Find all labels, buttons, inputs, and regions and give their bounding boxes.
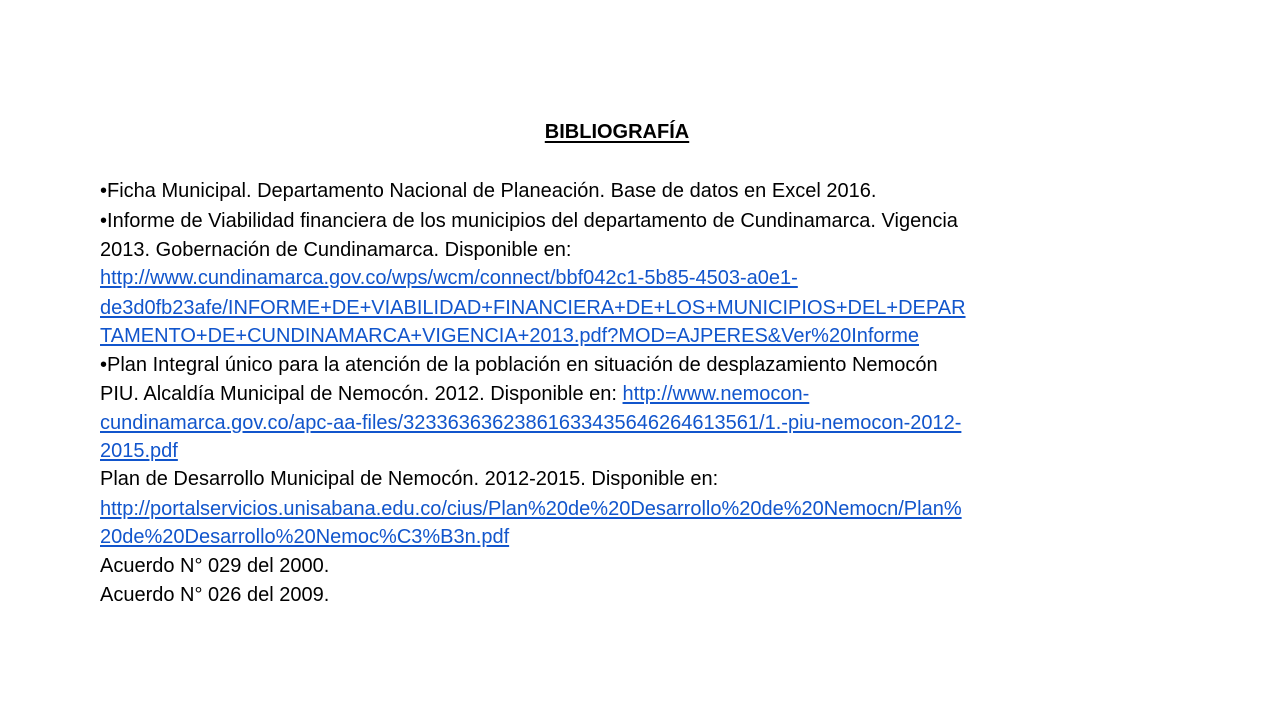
plan-desarrollo-link-line [100, 524, 1140, 550]
bullet: • [100, 354, 108, 376]
informe-link[interactable]: TAMENTO+DE+CUNDINAMARCA+VIGENCIA+2013.pdf?MOD=AJPERES&Ver%20Informe [100, 325, 919, 347]
entry-text: Acuerdo N° 029 del 2000. [100, 555, 330, 577]
plan-desarrollo-link[interactable]: http://portalservicios.unisabana.edu.co/cius/Plan%20de%20Desarrollo%20de%20Nemocn/Plan% [100, 498, 962, 520]
entry-text: Plan de Desarrollo Municipal de Nemocón. 2012-2015. Disponible en: [100, 468, 719, 490]
entry-text: Acuerdo N° 026 del 2009. [100, 584, 330, 606]
bibliography-entry-acuerdo-026 [100, 582, 1140, 608]
bullet: • [100, 210, 108, 232]
bibliography-entry-informe [100, 208, 1140, 234]
informe-link-line [100, 295, 1140, 321]
informe-link-line [100, 323, 1140, 349]
informe-link[interactable]: http://www.cundinamarca.gov.co/wps/wcm/connect/bbf042c1-5b85-4503-a0e1- [100, 267, 798, 289]
bullet: • [100, 180, 108, 202]
bibliography-entry-plan-desarrollo [100, 466, 1140, 492]
bibliography-entry-informe-cont [100, 237, 1140, 263]
informe-link-line [100, 265, 1140, 291]
plan-desarrollo-link[interactable]: 20de%20Desarrollo%20Nemoc%C3%B3n.pdf [100, 526, 510, 548]
entry-text: Ficha Municipal. Departamento Nacional de Planeación. Base de datos en Excel 2016. [107, 180, 877, 202]
piu-link-line [100, 410, 1140, 436]
piu-link[interactable]: cundinamarca.gov.co/apc-aa-files/32336363623861633435646264613561/1.-piu-nemocon-2012- [100, 412, 962, 434]
piu-link-line [100, 438, 1140, 464]
piu-link[interactable]: 2015.pdf [100, 440, 178, 462]
informe-link[interactable]: de3d0fb23afe/INFORME+DE+VIABILIDAD+FINANCIERA+DE+LOS+MUNICIPIOS+DEL+DEPAR [100, 297, 966, 319]
page-title: BIBLIOGRAFÍA [544, 121, 690, 143]
plan-desarrollo-link-line [100, 496, 1140, 522]
bibliography-entry-piu-cont [100, 381, 1140, 407]
bibliography-entry-ficha [100, 178, 1140, 204]
bibliography-entry-piu [100, 352, 1140, 378]
entry-text: PIU. Alcaldía Municipal de Nemocón. 2012. Disponible en: [100, 383, 623, 405]
bibliography-entry-acuerdo-029 [100, 553, 1140, 579]
entry-text: 2013. Gobernación de Cundinamarca. Disponible en: [100, 239, 572, 261]
piu-link[interactable]: http://www.nemocon- [622, 383, 810, 405]
entry-text: Informe de Viabilidad financiera de los municipios del departamento de Cundinamarca. Vigencia [107, 210, 958, 232]
entry-text: Plan Integral único para la atención de la población en situación de desplazamiento Nemocón [107, 354, 938, 376]
